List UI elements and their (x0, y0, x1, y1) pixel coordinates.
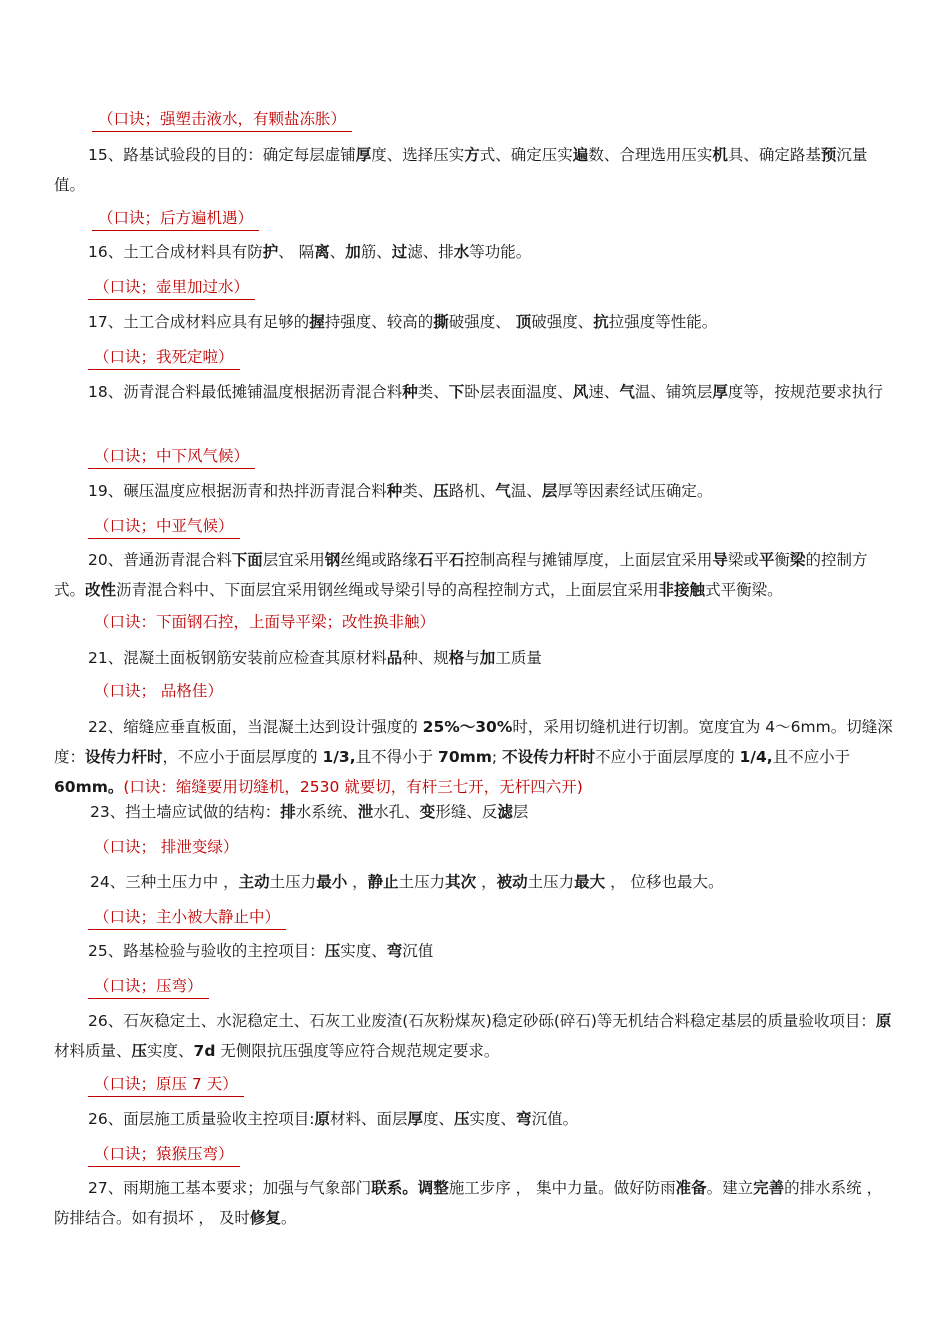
item-23: 23、挡土墙应试做的结构：排水系统、泄水孔、变形缝、反滤层 (90, 803, 529, 821)
mnemonic-24: （口诀；主小被大静止中） (88, 905, 286, 930)
item-17: 17、土工合成材料应具有足够的握持强度、较高的撕破强度、 顶破强度、抗拉强度等性能。 (88, 313, 718, 331)
item-18: 18、沥青混合料最低摊铺温度根据沥青混合料种类、下卧层表面温度、风速、气温、铺筑层厚度等，按规范要求执行 (88, 383, 883, 401)
item-24: 24、三种土压力中 ，主动土压力最小 ，静止土压力其次 ，被动土压力最大 ， 位移也最大。 (90, 873, 724, 891)
item-15: 15、路基试验段的目的：确定每层虚铺厚度、选择压实方式、确定压实遍数、合理选用压实机具、确定路基预沉量值。 (54, 146, 868, 194)
item-26b: 26、面层施工质量验收主控项目:原材料、面层厚度、压实度、弯沉值。 (88, 1110, 579, 1128)
mnemonic-18: （口诀；中下风气候） (88, 444, 255, 469)
mnemonic-16: （口诀；壶里加过水） (88, 275, 255, 300)
item-27: 27、雨期施工基本要求；加强与气象部门联系。调整施工步序 ， 集中力量。做好防雨准备。建立完善的排水系统 ， 防排结合。如有损坏 ， 及时修复。 (54, 1179, 883, 1227)
mnemonic-23: （口诀； 排泄变绿） (94, 838, 239, 856)
item-21: 21、混凝土面板钢筋安装前应检查其原材料品种、规格与加工质量 (88, 649, 542, 667)
mnemonic-17: （口诀；我死定啦） (88, 345, 240, 370)
mnemonic-26a: （口诀；原压 7 天） (88, 1072, 244, 1097)
item-20: 20、普通沥青混合料下面层宜采用钢丝绳或路缘石平石控制高程与摊铺厚度，上面层宜采用导梁或平衡梁的控制方式。改性沥青混合料中、下面层宜采用钢丝绳或导梁引导的高程控制方式，上面层宜采用非接触式平衡梁。 (54, 551, 868, 599)
item-19: 19、碾压温度应根据沥青和热拌沥青混合料种类、压路机、气温、层厚等因素经试压确定。 (88, 482, 713, 500)
item-25: 25、路基检验与验收的主控项目：压实度、弯沉值 (88, 942, 434, 960)
mnemonic-22: (口诀：缩缝要用切缝机，2530 就要切，有杆三七开，无杆四六开) (123, 778, 583, 796)
mnemonic-15: （口诀；后方遍机遇） (92, 206, 259, 231)
item-22: 22、缩缝应垂直板面，当混凝土达到设计强度的 25%～30%时，采用切缝机进行切割。宽度宜为 4～6mm。切缝深度：设传力杆时，不应小于面层厚度的 1/3,且不得小于 70mm; 不设传力杆时不应小于面层厚度的 1/4,且不应小于 60mm。(口诀：缩缝要用切缝机，2530 就要切，有杆三七开，无杆四六开) (54, 718, 893, 796)
mnemonic-25: （口诀；压弯） (88, 974, 209, 999)
item-16: 16、土工合成材料具有防护、 隔离、加筋、过滤、排水等功能。 (88, 243, 532, 261)
mnemonic-top: （口诀；强塑击液水，有颗盐冻胀） (92, 107, 352, 132)
mnemonic-20: （口诀：下面钢石控，上面导平梁；改性换非触） (94, 613, 436, 631)
mnemonic-26b: （口诀；猿猴压弯） (88, 1142, 240, 1167)
mnemonic-19: （口诀；中亚气候） (88, 514, 240, 539)
item-26a: 26、石灰稳定土、水泥稳定土、石灰工业废渣(石灰粉煤灰)稳定砂砾(碎石)等无机结合料稳定基层的质量验收项目：原材料质量、压实度、7d 无侧限抗压强度等应符合规范规定要求。 (54, 1012, 892, 1060)
mnemonic-21: （口诀； 品格佳） (94, 682, 223, 700)
